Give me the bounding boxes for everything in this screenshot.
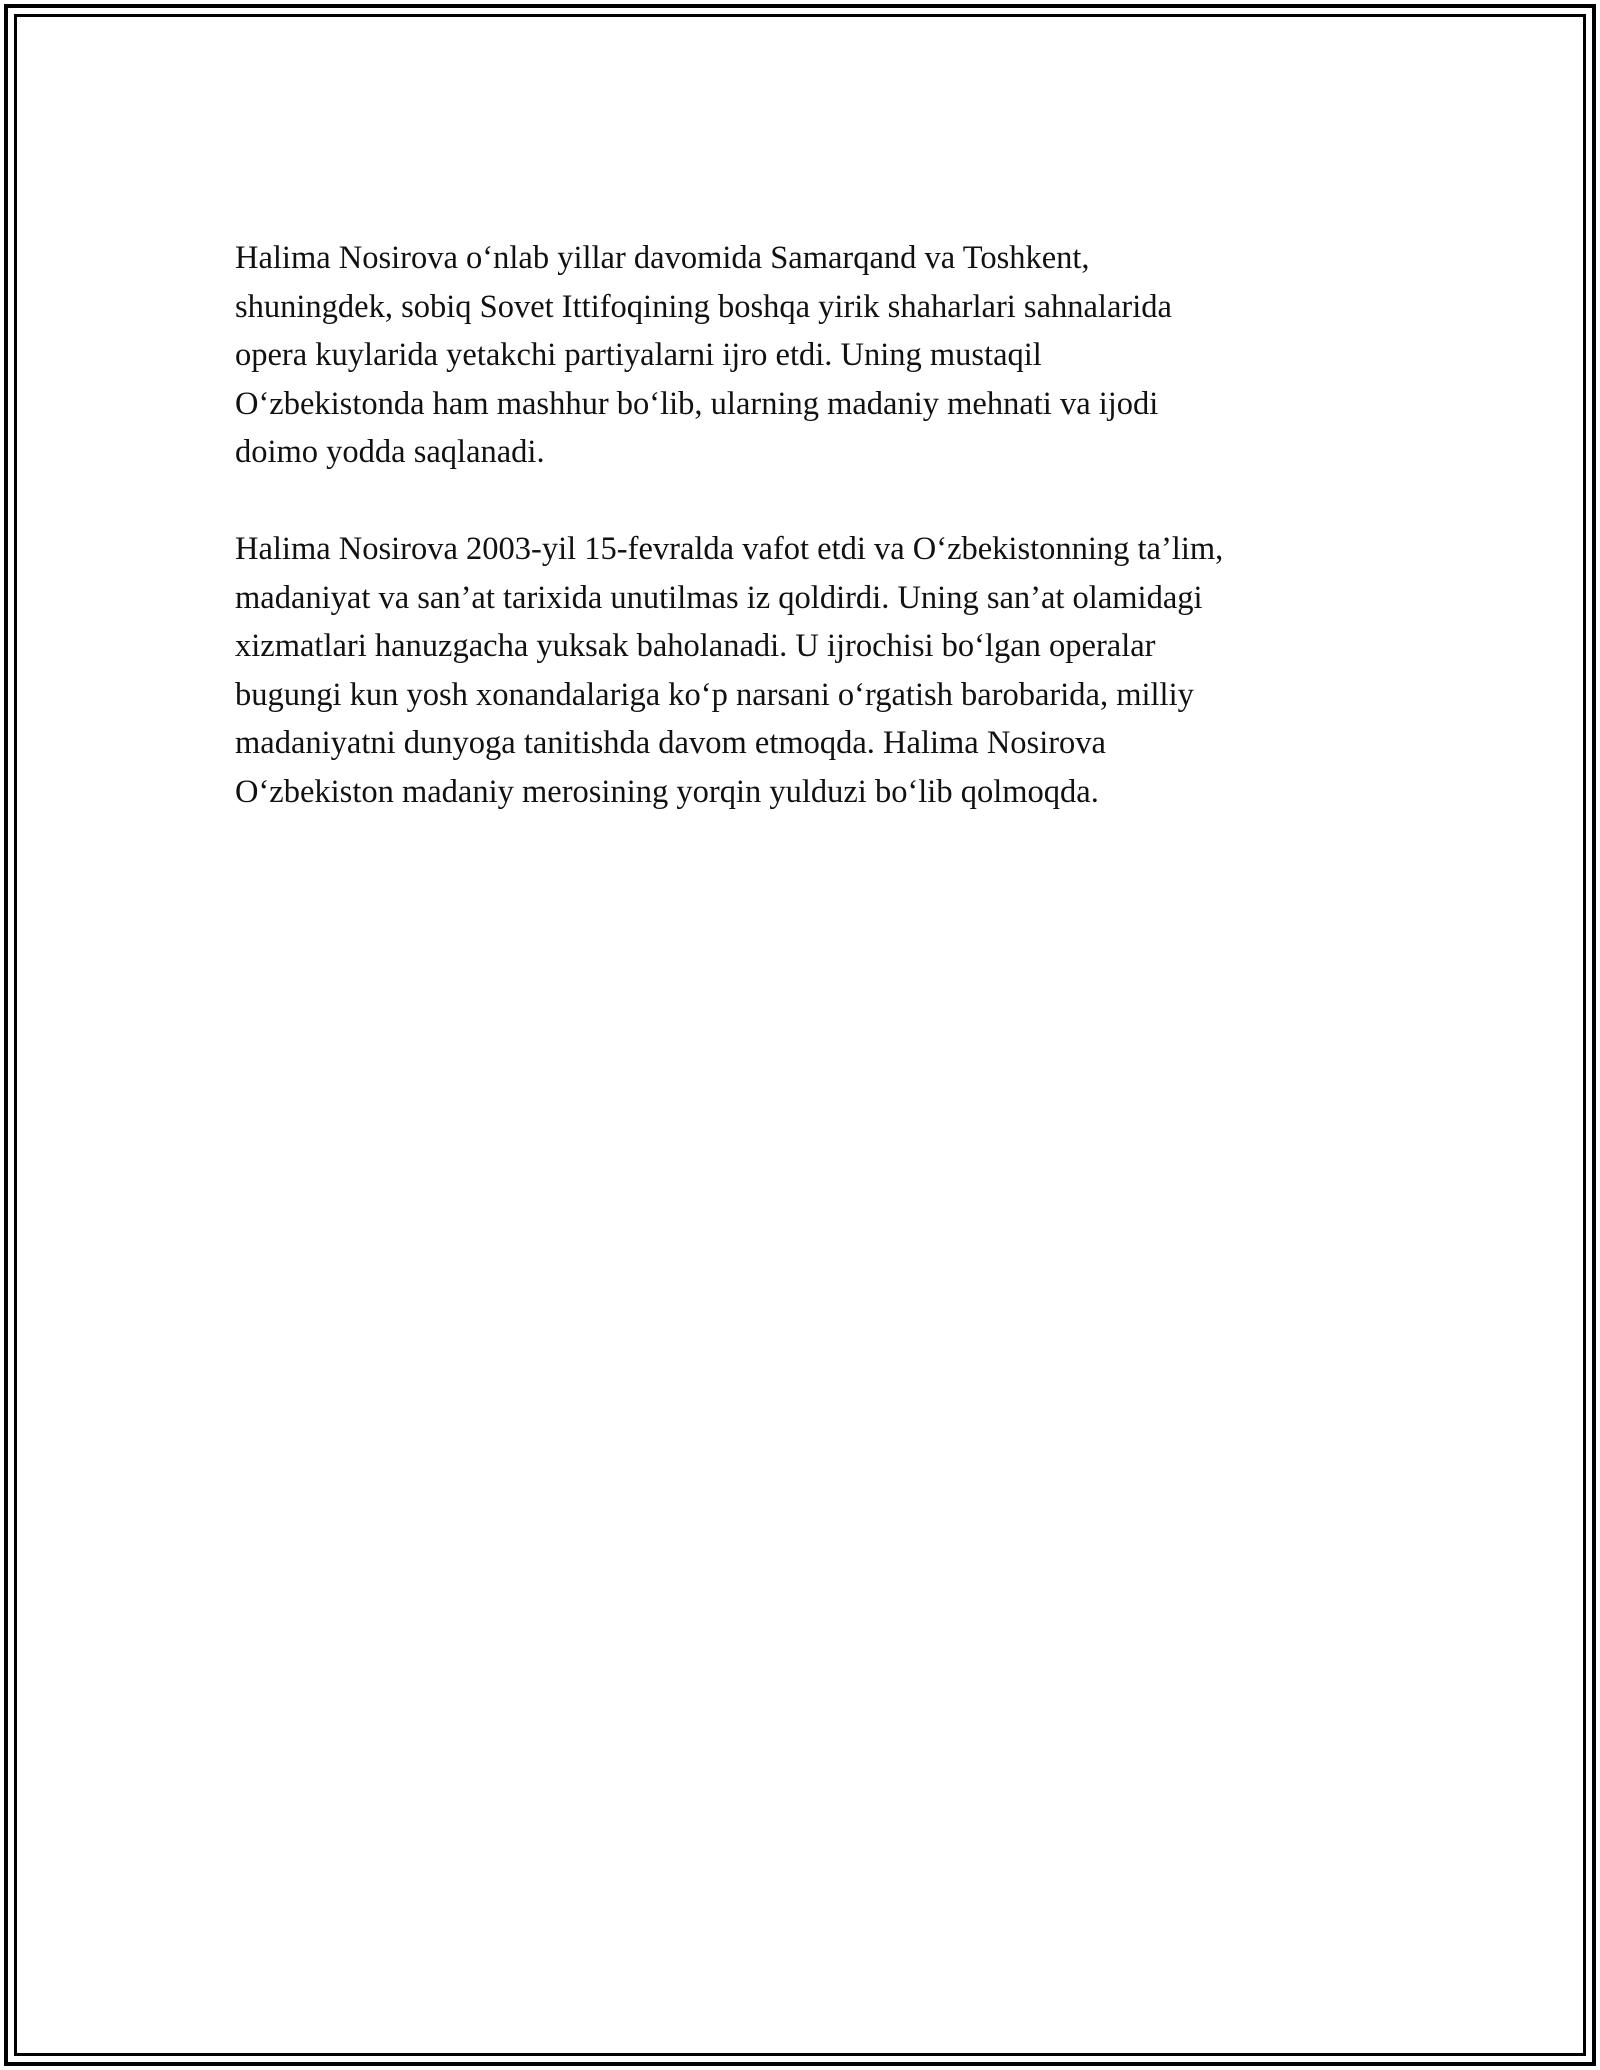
paragraph-line: Halima Nosirova o‘nlab yillar davomida Samarqand va Toshkent,: [235, 240, 1090, 276]
paragraph-line: madaniyat va san’at tarixida unutilmas iz qoldirdi. Uning san’at olamidagi: [235, 579, 1203, 616]
paragraph-line: bugungi kun yosh xonandalariga ko‘p narsani o‘rgatish barobarida, milliy: [235, 676, 1194, 713]
paragraph-line: Halima Nosirova 2003-yil 15-fevralda vafot etdi va O‘zbekistonning ta’lim,: [235, 530, 1224, 567]
paragraph-line: doimo yodda saqlanadi.: [235, 434, 545, 471]
paragraph-line: shuningdek, sobiq Sovet Ittifoqining boshqa yirik shaharlari sahnalarida: [235, 288, 1172, 325]
paragraph-line: opera kuylarida yetakchi partiyalarni ijro etdi. Uning mustaqil: [235, 337, 1042, 374]
paragraph-line: madaniyatni dunyoga tanitishda davom etmoqda. Halima Nosirova: [235, 725, 1106, 762]
paragraph-line: O‘zbekiston madaniy merosining yorqin yulduzi bo‘lib qolmoqda.: [235, 773, 1099, 810]
paragraph-line: O‘zbekistonda ham mashhur bo‘lib, ularning madaniy mehnati va ijodi: [235, 385, 1159, 422]
paragraph-1: [235, 234, 1365, 477]
document-body: [235, 234, 1365, 817]
paragraph-2: [235, 525, 1365, 817]
paragraph-line: xizmatlari hanuzgacha yuksak baholanadi. U ijrochisi bo‘lgan operalar: [235, 628, 1156, 665]
